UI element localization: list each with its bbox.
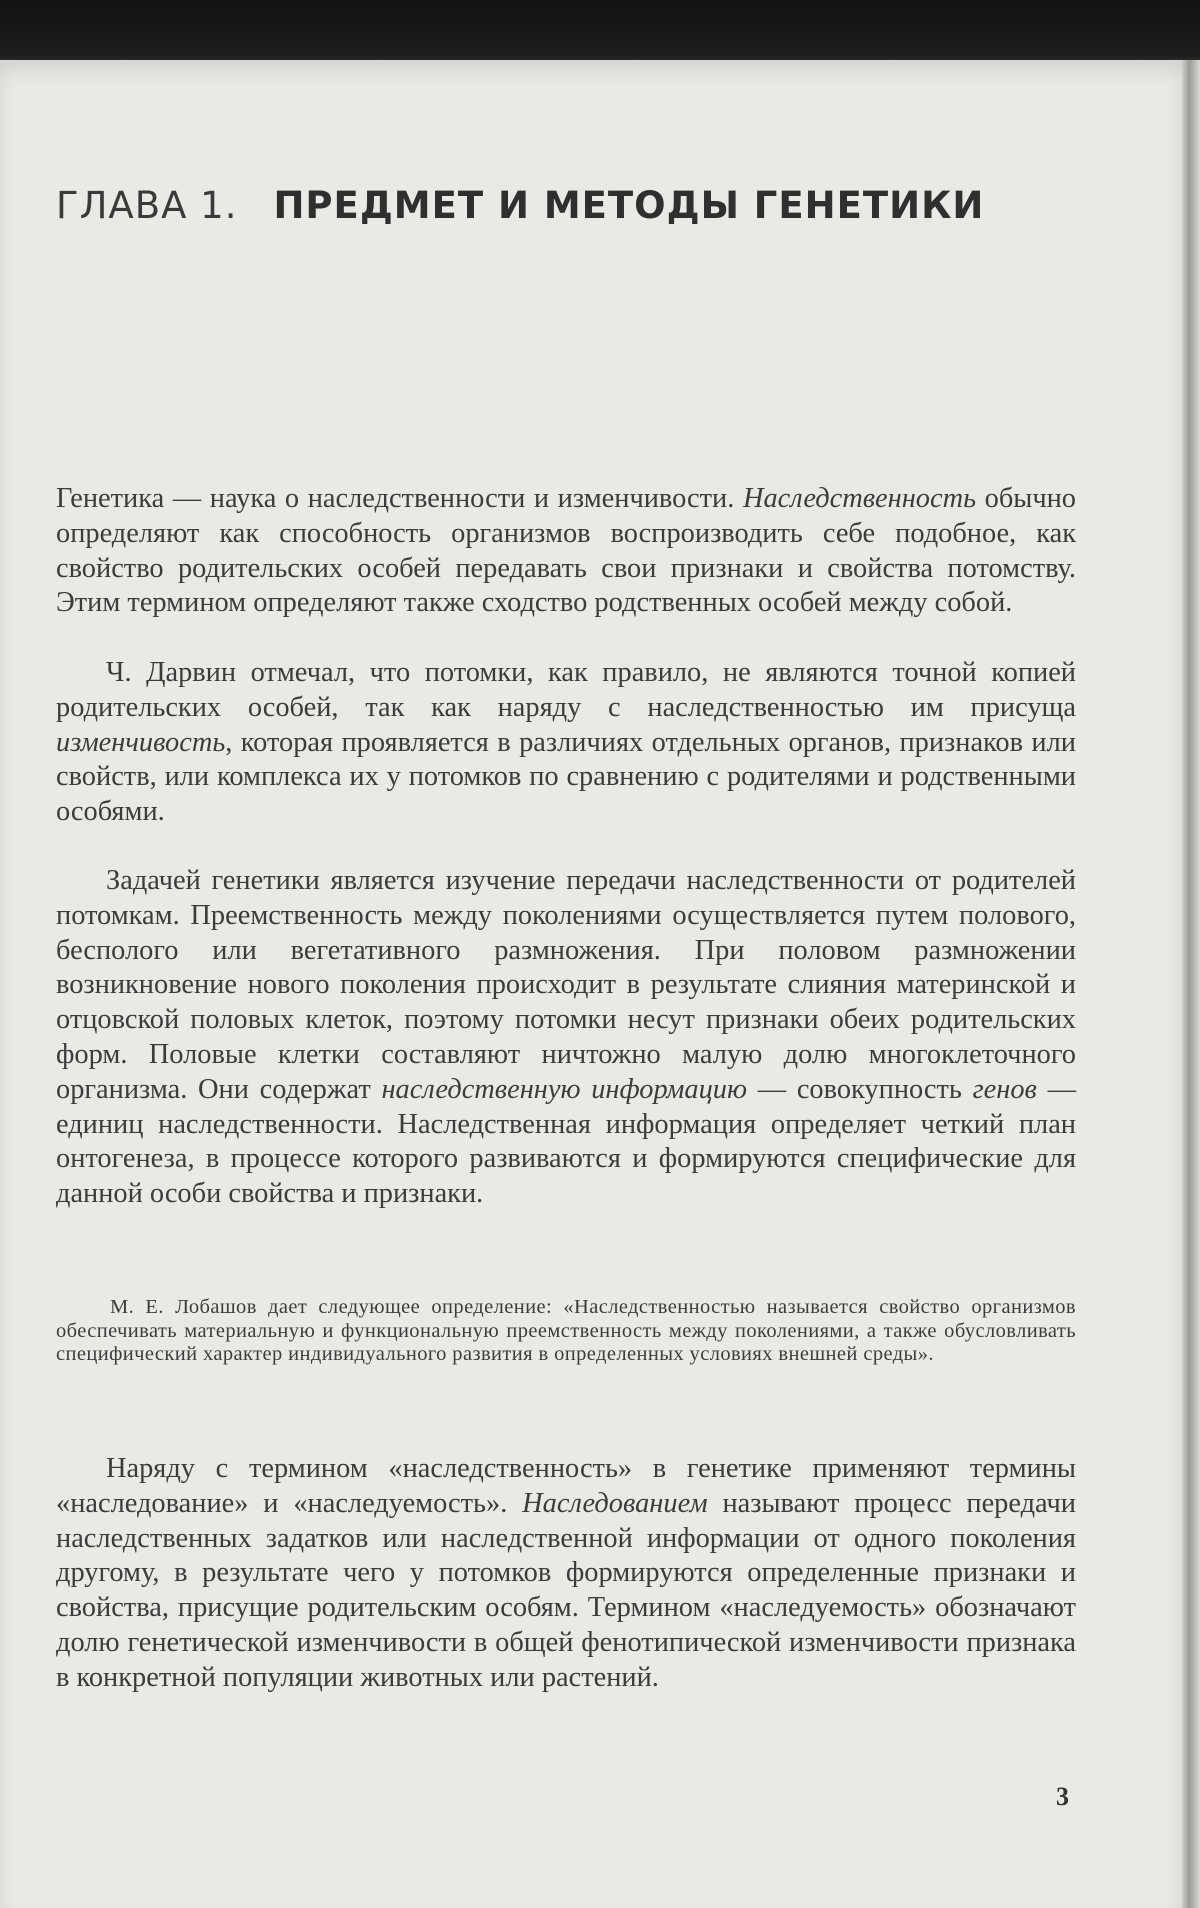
text-run: Ч. Дарвин отмечал, что потомки, как правило, не являются точной копией родительских особей, так как наряду с наследственностью им присуща [56, 657, 1076, 723]
text-run: Наряду с термином «наследственность» в генетике применяют термины «наследование» и «наследуемость». [56, 1453, 1076, 1519]
page-spine-edge [1182, 60, 1200, 1908]
page-number: 3 [1056, 1782, 1069, 1811]
chapter-number: ГЛАВА 1. [56, 184, 238, 227]
text-run: — совокупность [747, 1073, 973, 1105]
paragraph-genetics-task [56, 864, 1076, 1212]
chapter-title: ПРЕДМЕТ И МЕТОДЫ ГЕНЕТИКИ [273, 184, 985, 227]
text-run: обычно определяют как способность организмов воспроизводить себе подобное, как свойство родительских особей передавать свои признаки и свойства потомству. Этим термином определяют также сходство родственных особей между собой. [56, 483, 1076, 619]
note-lobashov-definition [56, 1296, 1076, 1367]
text-run: называют процесс передачи наследственных задатков или наследственной информации от одного поколения другому, в результате чего у потомков формируются определенные признаки и свойства, присущие родительским особям. Термином «наследуемость» обозначают долю генетической изменчивости в общей фенотипической изменчивости признака в конкретной популяции животных или растений. [56, 1487, 1076, 1693]
italic-term: изменчивость [56, 726, 226, 758]
italic-term: Наследственность [742, 483, 977, 514]
italic-term: Наследованием [522, 1487, 708, 1519]
paragraph-inheritance-terms [56, 1452, 1076, 1696]
text-run: Задачей генетики является изучение передачи наследственности от родителей потомкам. Преемственность между поколениями осуществляется путем полового, бесполого или вегетативного размножения. При половом размножении возникновение нового поколения происходит в результате слияния материнской и отцовской половых клеток, поэтому потомки несут признаки обеих родительских форм. Половые клетки составляют ничтожно малую долю многоклеточного организма. Они содержат [56, 865, 1076, 1105]
italic-term: наследственную информацию [381, 1073, 747, 1105]
chapter-heading [56, 184, 984, 227]
text-run: — единиц наследственности. Наследственная информация определяет четкий план онтогенеза, в процессе которого развиваются и формируются специфические для данной особи свойства и признаки. [56, 1073, 1076, 1210]
paragraph-darwin-variability [56, 656, 1076, 830]
text-run: Генетика — наука о наследственности и изменчивости. [56, 483, 743, 514]
paragraph-heredity-definition [56, 482, 1076, 621]
text-run: М. Е. Лобашов дает следующее определение: «Наследственностью называется свойство организмов обеспечивать материальную и функциональную преемственность между поколениями, а также обусловливать специфический характер индивидуального развития в определенных условиях внешней среды». [56, 1296, 1076, 1365]
italic-term: генов [972, 1073, 1037, 1105]
text-run: , которая проявляется в различиях отдельных органов, признаков или свойств, или комплекса их у потомков по сравнению с родителями и родственными особями. [56, 726, 1076, 828]
scan-top-border [0, 0, 1200, 68]
